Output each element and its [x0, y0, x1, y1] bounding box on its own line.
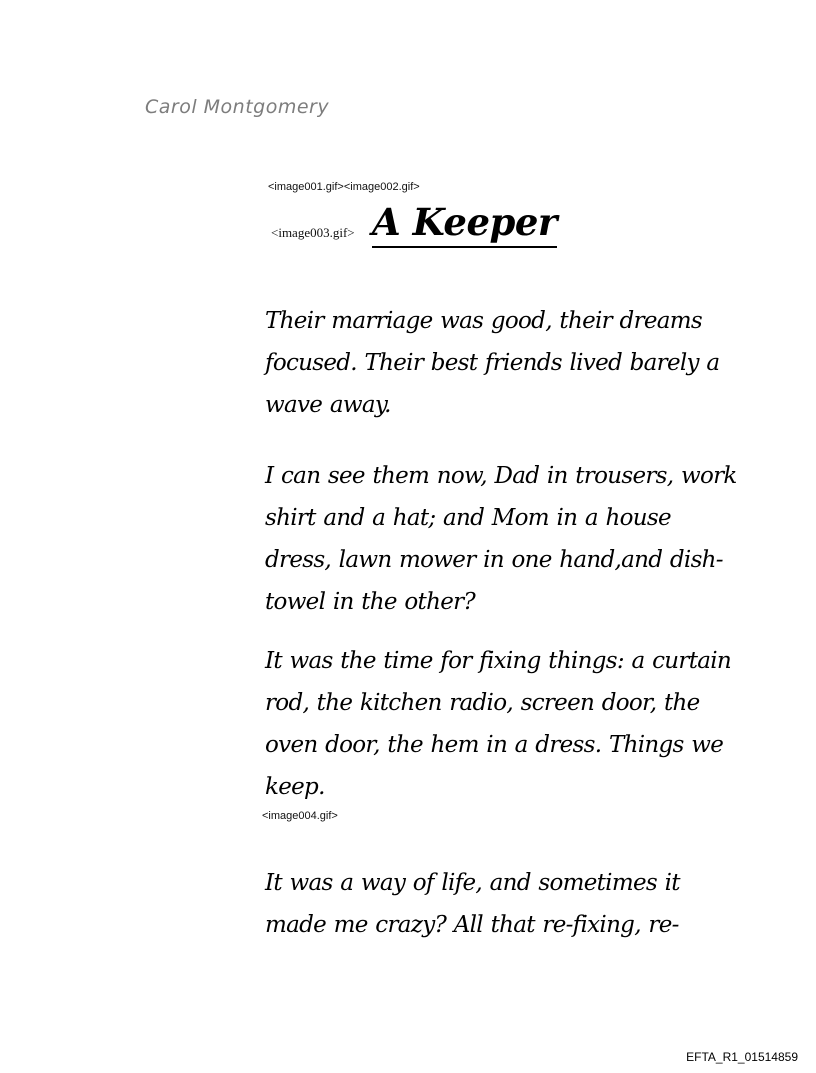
paragraph-1 — [265, 300, 720, 426]
paragraph-3 — [265, 640, 732, 808]
image-placeholder-mid: <image004.gif> — [262, 810, 338, 822]
author-name: Carol Montgomery — [145, 96, 330, 118]
paragraph-2 — [265, 455, 737, 623]
image-placeholder-top: <image001.gif><image002.gif> — [268, 181, 420, 193]
paragraph-4 — [265, 862, 715, 946]
paragraph-line: It was the time for fixing things: a curtain — [265, 648, 732, 674]
paragraph-line: wave away. — [265, 392, 391, 418]
paragraph-line: Their marriage was good, their dreams — [265, 308, 703, 334]
paragraph-line: towel in the other? — [265, 589, 476, 615]
paragraph-line: oven door, the hem in a dress. Things we — [265, 732, 724, 758]
paragraph-line: shirt and a hat; and Mom in a house — [265, 505, 671, 531]
paragraph-line: keep. — [265, 774, 325, 800]
document-id: EFTA_R1_01514859 — [686, 1050, 798, 1064]
paragraph-line: rod, the kitchen radio, screen door, the — [265, 690, 700, 716]
paragraph-line: I can see them now, Dad in trousers, work — [265, 463, 737, 489]
paragraph-line: It was a way of life, and sometimes it — [265, 870, 680, 896]
document-title: A Keeper — [372, 198, 557, 248]
paragraph-line: made me crazy? All that re-fixing, re- — [265, 912, 679, 938]
paragraph-line: dress, lawn mower in one hand,and dish- — [265, 547, 723, 573]
image-placeholder-title: <image003.gif> — [271, 225, 355, 240]
paragraph-line: focused. Their best friends lived barely a — [265, 350, 720, 376]
